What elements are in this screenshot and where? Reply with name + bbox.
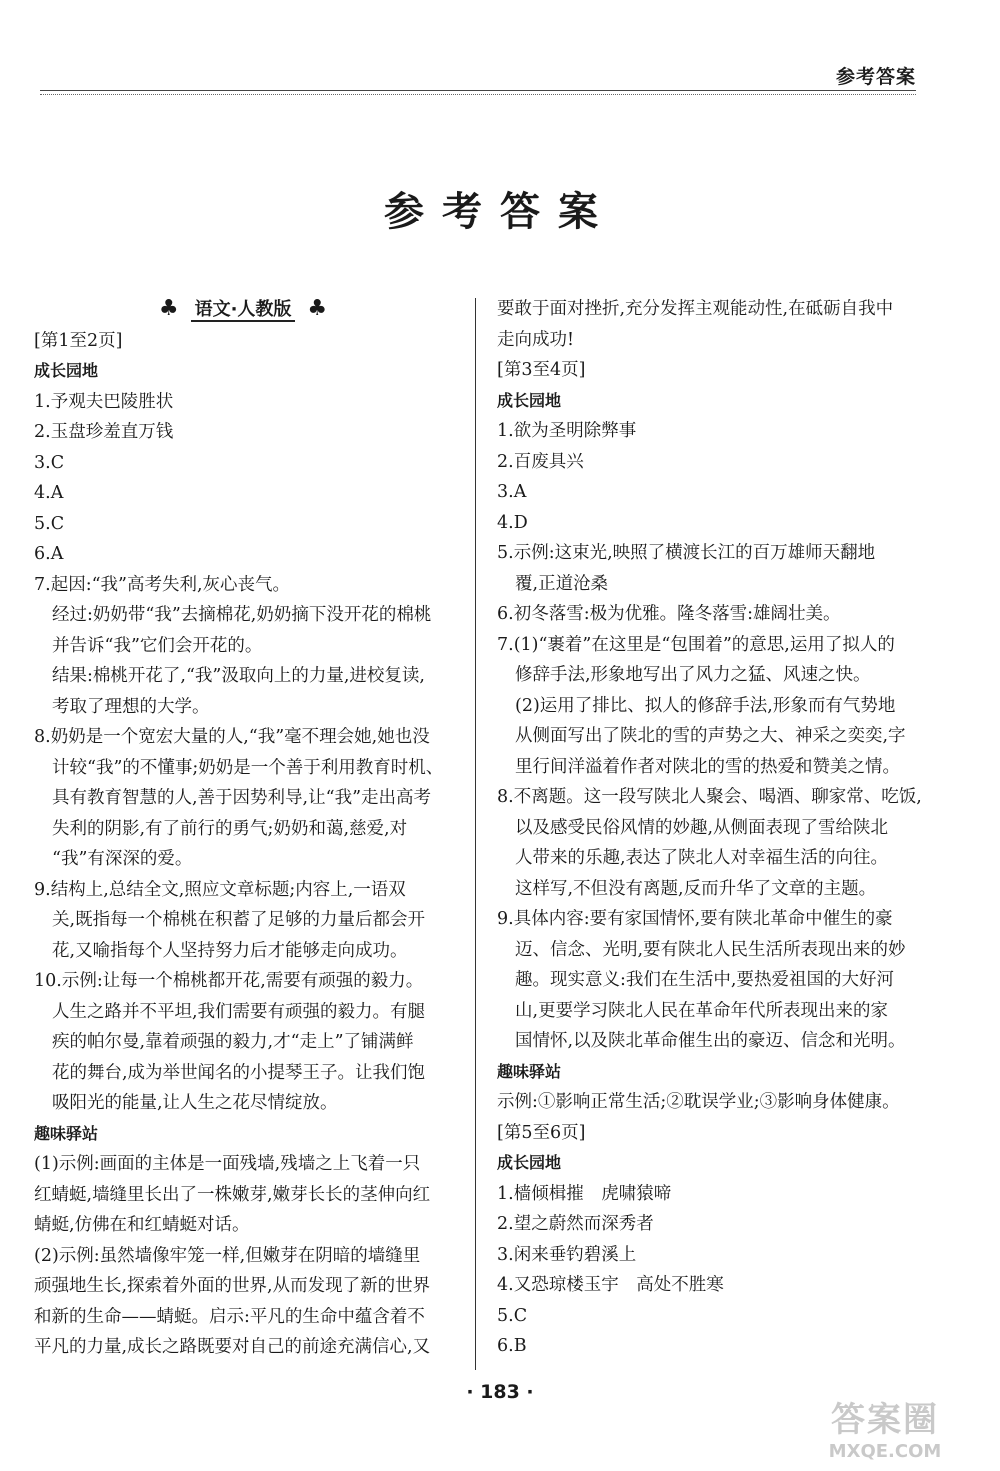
answer-line: 4.又恐琼楼玉宇 高处不胜寒 bbox=[497, 1275, 724, 1295]
answer-line: [第5至6页] bbox=[497, 1122, 586, 1143]
answer-line: “我”有深深的爱。 bbox=[52, 849, 193, 869]
answer-line: 蜻蜓,仿佛在和红蜻蜓对话。 bbox=[34, 1215, 250, 1235]
answer-line: 4.D bbox=[497, 512, 528, 533]
answer-line: 6.A bbox=[34, 544, 64, 564]
answer-line: 覆,正道沧桑 bbox=[515, 573, 609, 594]
answer-line: 具有教育智慧的人,善于因势利导,让“我”走出高考 bbox=[52, 788, 432, 808]
answer-line: 3.闲来垂钓碧溪上 bbox=[497, 1244, 637, 1265]
answer-line: 趣。现实意义:我们在生活中,要热爱祖国的大好河 bbox=[515, 970, 894, 990]
answer-line: 8.不离题。这一段写陕北人聚会、喝酒、聊家常、吃饭, bbox=[497, 787, 922, 807]
answer-line: 结果:棉桃开花了,“我”汲取向上的力量,进校复读, bbox=[52, 666, 425, 686]
section-heading: 成长园地 bbox=[497, 390, 562, 410]
answer-line: 要敢于面对挫折,充分发挥主观能动性,在砥砺自我中 bbox=[497, 299, 894, 319]
answer-line: 1.欲为圣明除弊事 bbox=[497, 421, 637, 441]
club-icon: ♣ bbox=[158, 296, 179, 321]
answer-line: 5.C bbox=[34, 513, 65, 534]
answer-line: 5.示例:这束光,映照了横渡长江的百万雄师天翻地 bbox=[497, 543, 876, 563]
answer-line: 3.A bbox=[497, 482, 527, 502]
answer-line: 经过:奶奶带“我”去摘棉花,奶奶摘下没开花的棉桃 bbox=[52, 605, 432, 625]
answer-line: 7.(1)“裹着”在这里是“包围着”的意思,运用了拟人的 bbox=[497, 634, 895, 655]
answer-line: [第3至4页] bbox=[497, 360, 586, 380]
watermark-logo bbox=[790, 1392, 980, 1464]
section-heading: 趣味驿站 bbox=[497, 1061, 562, 1081]
subject-name: 语文·人教版 bbox=[191, 299, 296, 322]
answer-line: 1.樯倾楫摧 虎啸猿啼 bbox=[497, 1183, 672, 1204]
answer-line: 以及感受民俗风情的妙趣,从侧面表现了雪给陕北 bbox=[515, 817, 889, 838]
watermark-url: MXQE.COM bbox=[828, 1441, 942, 1462]
answer-line: 花,又喻指每个人坚持努力后才能够走向成功。 bbox=[52, 940, 408, 961]
answer-line: 吸阳光的能量,让人生之花尽情绽放。 bbox=[52, 1093, 338, 1113]
answer-line: 9.具体内容:要有家国情怀,要有陕北革命中催生的豪 bbox=[497, 909, 893, 929]
answer-line: 平凡的力量,成长之路既要对自己的前途充满信心,又 bbox=[34, 1337, 431, 1357]
answer-line: 8.奶奶是一个宽宏大量的人,“我”毫不理会她,她也没 bbox=[34, 727, 430, 747]
answer-line: [第1至2页] bbox=[34, 330, 123, 351]
answer-line: 迈、信念、光明,要有陕北人民生活所表现出来的妙 bbox=[515, 939, 906, 960]
answer-line: 从侧面写出了陕北的雪的声势之大、神采之奕奕,字 bbox=[515, 726, 906, 746]
answer-line: 9.结构上,总结全文,照应文章标题;内容上,一语双 bbox=[34, 879, 406, 900]
answer-line: 4.A bbox=[34, 483, 64, 503]
answer-line: 10.示例:让每一个棉桃都开花,需要有顽强的毅力。 bbox=[34, 971, 424, 991]
answer-line: 人带来的乐趣,表达了陕北人对幸福生活的向往。 bbox=[515, 848, 889, 868]
answer-line: 2.玉盘珍羞直万钱 bbox=[34, 422, 174, 442]
answer-line: 疾的帕尔曼,靠着顽强的毅力,才“走上”了铺满鲜 bbox=[52, 1032, 414, 1052]
left-column bbox=[34, 294, 452, 1363]
right-column bbox=[497, 294, 922, 1362]
answer-line: 和新的生命——蜻蜓。启示:平凡的生命中蕴含着不 bbox=[34, 1306, 425, 1327]
answer-line: 里行间洋溢着作者对陕北的雪的热爱和赞美之情。 bbox=[515, 756, 900, 777]
answer-line: 顽强地生长,探索着外面的世界,从而发现了新的世界 bbox=[34, 1276, 431, 1296]
answer-line: 7.起因:“我”高考失利,灰心丧气。 bbox=[34, 574, 291, 595]
answer-line: 6.初冬落雪:极为优雅。隆冬落雪:雄阔壮美。 bbox=[497, 604, 841, 624]
answer-line: 5.C bbox=[497, 1305, 528, 1326]
section-heading: 趣味驿站 bbox=[34, 1123, 99, 1143]
answer-line: 修辞手法,形象地写出了风力之猛、风速之快。 bbox=[515, 665, 871, 685]
answer-line: 考取了理想的大学。 bbox=[52, 696, 210, 717]
club-icon: ♣ bbox=[307, 296, 328, 321]
answer-line: 红蜻蜓,墙缝里长出了一株嫩芽,嫩芽长长的茎伸向红 bbox=[34, 1184, 431, 1205]
answer-line: 计较“我”的不懂事;奶奶是一个善于利用教育时机、 bbox=[52, 757, 444, 778]
section-heading: 成长园地 bbox=[497, 1153, 562, 1172]
page-title: 参考答案 bbox=[384, 189, 616, 235]
subject-heading bbox=[34, 294, 452, 326]
page-number: · 183 · bbox=[466, 1381, 534, 1403]
column-divider bbox=[475, 298, 476, 1370]
answer-line: 并告诉“我”它们会开花的。 bbox=[52, 635, 263, 656]
answer-line: (2)运用了排比、拟人的修辞手法,形象而有气势地 bbox=[515, 695, 896, 716]
answer-line: 山,更要学习陕北人民在革命年代所表现出来的家 bbox=[515, 1000, 889, 1021]
section-heading: 成长园地 bbox=[34, 361, 99, 380]
answer-line: 国情怀,以及陕北革命催生出的豪迈、信念和光明。 bbox=[515, 1031, 906, 1051]
answer-line: 6.B bbox=[497, 1336, 527, 1356]
answer-line: 1.予观夫巴陵胜状 bbox=[34, 391, 174, 412]
answer-line: 走向成功! bbox=[497, 329, 575, 350]
answer-line: 人生之路并不平坦,我们需要有顽强的毅力。有腿 bbox=[52, 1001, 426, 1022]
running-head: 参考答案 bbox=[835, 66, 916, 88]
answer-line: (2)示例:虽然墙像牢笼一样,但嫩芽在阴暗的墙缝里 bbox=[34, 1245, 421, 1266]
answer-line: 关,既指每一个棉桃在积蓄了足够的力量后都会开 bbox=[52, 910, 426, 930]
header-rule bbox=[40, 90, 916, 91]
answer-line: 失利的阴影,有了前行的勇气;奶奶和蔼,慈爱,对 bbox=[52, 818, 408, 839]
answer-line: 3.C bbox=[34, 452, 65, 473]
header-rule-dotted bbox=[40, 94, 916, 95]
answer-line: 示例:①影响正常生活;②耽误学业;③影响身体健康。 bbox=[497, 1092, 900, 1112]
answer-line: (1)示例:画面的主体是一面残墙,残墙之上飞着一只 bbox=[34, 1154, 421, 1174]
watermark-logo-text: 答案圈 bbox=[831, 1400, 939, 1440]
answer-line: 这样写,不但没有离题,反而升华了文章的主题。 bbox=[515, 878, 877, 899]
answer-line: 2.百废具兴 bbox=[497, 451, 584, 472]
answer-line: 2.望之蔚然而深秀者 bbox=[497, 1214, 654, 1234]
answer-line: 花的舞台,成为举世闻名的小提琴王子。让我们饱 bbox=[52, 1062, 426, 1083]
